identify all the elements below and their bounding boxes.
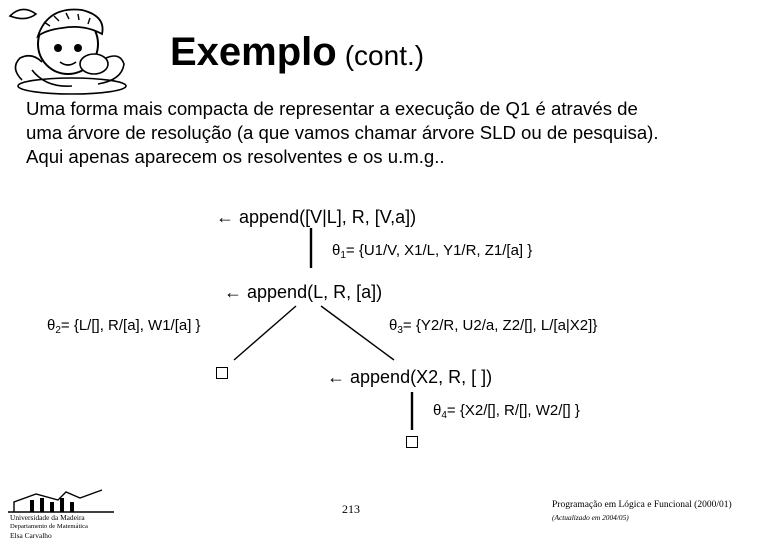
left-arrow-icon: ← xyxy=(327,367,345,387)
unifier-theta-1 xyxy=(332,242,532,265)
page-number: 213 xyxy=(342,502,360,516)
title-suffix: (cont.) xyxy=(344,40,425,71)
theta-symbol: θ xyxy=(433,402,442,419)
university-logo xyxy=(6,486,116,514)
theta-symbol: θ xyxy=(389,317,398,334)
tree-node-second xyxy=(224,281,382,303)
unifier-text: = {L/[], R/[a], W1/[a] } xyxy=(60,317,201,334)
edge-node2-to-node3 xyxy=(321,306,394,360)
resolvent-root: append([V|L], R, [V,a]) xyxy=(239,207,417,227)
theta-index: 1 xyxy=(340,250,346,261)
footer-course: Programação em Lógica e Funcional (2000/01) xyxy=(552,500,732,510)
footer-department: Departamento de Matemática xyxy=(10,523,88,530)
unifier-text: = {U1/V, X1/L, Y1/R, Z1/[a] } xyxy=(345,242,533,259)
tree-node-third xyxy=(327,366,492,388)
unifier-theta-3 xyxy=(389,317,597,340)
resolvent-second: append(L, R, [a]) xyxy=(247,282,383,302)
footer-university: Universidade da Madeira xyxy=(10,513,85,522)
theta-index: 3 xyxy=(397,325,403,336)
empty-clause-box-right xyxy=(406,436,418,448)
tree-node-root xyxy=(216,206,416,228)
intro-line: uma árvore de resolução (a que vamos chamar árvore SLD ou de pesquisa). xyxy=(26,122,659,143)
footer-updated: (Actualizado em 2004/05) xyxy=(552,513,629,522)
theta-symbol: θ xyxy=(47,317,56,334)
intro-line: Aqui apenas aparecem os resolventes e os u.m.g.. xyxy=(26,146,445,167)
unifier-text: = {X2/[], R/[], W2/[] } xyxy=(446,402,580,419)
left-arrow-icon: ← xyxy=(216,207,234,227)
edge-node2-to-left-leaf xyxy=(234,306,296,360)
unifier-theta-2 xyxy=(47,317,201,340)
theta-symbol: θ xyxy=(332,242,341,259)
theta-index: 4 xyxy=(441,410,447,421)
footer-author: Elsa Carvalho xyxy=(10,531,52,540)
unifier-text: = {Y2/R, U2/a, Z2/[], L/[a|X2]} xyxy=(402,317,598,334)
unifier-theta-4 xyxy=(433,402,580,425)
intro-line: Uma forma mais compacta de representar a execução de Q1 é através de xyxy=(26,98,638,119)
left-arrow-icon: ← xyxy=(224,282,242,302)
resolvent-third: append(X2, R, [ ]) xyxy=(350,367,493,387)
empty-clause-box-left xyxy=(216,367,228,379)
theta-index: 2 xyxy=(55,325,61,336)
title-main: Exemplo xyxy=(170,30,337,74)
